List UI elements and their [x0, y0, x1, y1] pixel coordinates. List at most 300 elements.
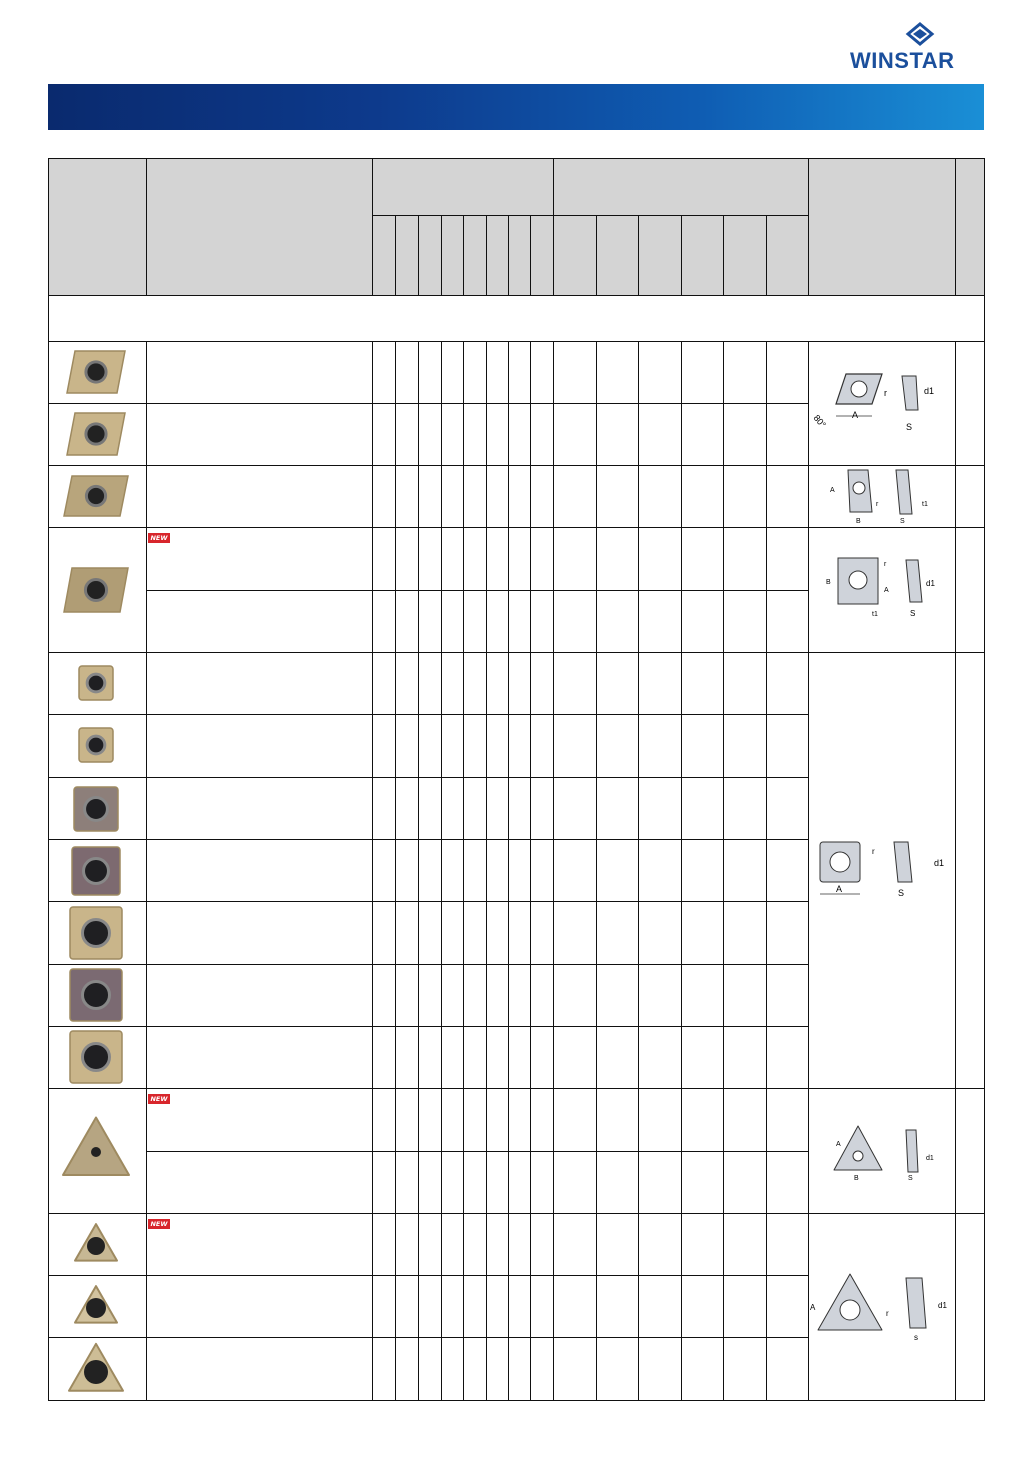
grade-cell — [441, 964, 464, 1027]
grade-cell — [486, 1088, 509, 1152]
dimension-cell — [638, 901, 682, 965]
svg-text:B: B — [856, 518, 861, 525]
diagram-square-insert — [814, 836, 950, 902]
designation-cell — [146, 341, 373, 404]
dimension-cell — [681, 341, 724, 404]
svg-text:r: r — [884, 561, 887, 568]
grade-cell — [441, 527, 464, 591]
header-dimension-group — [553, 158, 809, 216]
dimension-cell — [766, 839, 809, 902]
grade-cell — [441, 465, 464, 528]
svg-text:d1: d1 — [926, 579, 935, 588]
insert-photo-spmt-sm — [72, 660, 120, 706]
grade-cell — [486, 1337, 509, 1401]
grade-cell — [530, 839, 554, 902]
grade-cell — [463, 652, 487, 715]
grade-cell — [486, 1275, 509, 1338]
svg-text:A: A — [852, 410, 859, 420]
dimension-cell — [723, 1275, 767, 1338]
grade-cell — [530, 1275, 554, 1338]
svg-text:r: r — [884, 388, 887, 398]
dimension-cell — [766, 341, 809, 404]
grade-cell — [508, 527, 531, 591]
grade-cell — [395, 465, 419, 528]
dimension-cell — [553, 590, 597, 653]
grade-cell — [486, 465, 509, 528]
grade-cell — [463, 964, 487, 1027]
grade-cell — [530, 1213, 554, 1276]
grade-cell — [441, 1213, 464, 1276]
svg-text:s: s — [914, 1333, 918, 1342]
dimension-cell — [723, 590, 767, 653]
grade-cell — [463, 1275, 487, 1338]
insert-photo-ccmt-2 — [60, 405, 132, 463]
insert-photo-wcmt — [70, 1218, 122, 1270]
grade-cell — [372, 590, 396, 653]
grade-cell — [418, 714, 442, 778]
header-grade-col — [395, 215, 419, 296]
designation-cell — [146, 465, 373, 528]
diagram-trigon-insert — [810, 1270, 954, 1342]
grade-cell — [463, 777, 487, 840]
grade-cell — [463, 341, 487, 404]
grade-cell — [372, 465, 396, 528]
dimension-cell — [553, 777, 597, 840]
dimension-cell — [723, 652, 767, 715]
dimension-cell — [723, 527, 767, 591]
grade-cell — [372, 403, 396, 466]
page-cell — [955, 1213, 985, 1401]
svg-text:A: A — [810, 1303, 816, 1312]
grade-cell — [441, 1151, 464, 1214]
grade-cell — [463, 839, 487, 902]
dimension-cell — [553, 341, 597, 404]
dimension-cell — [553, 1151, 597, 1214]
dimension-cell — [681, 777, 724, 840]
grade-cell — [486, 341, 509, 404]
grade-cell — [418, 1088, 442, 1152]
grade-cell — [508, 465, 531, 528]
dimension-cell — [553, 465, 597, 528]
grade-cell — [372, 1026, 396, 1089]
grade-cell — [508, 1026, 531, 1089]
logo-text: WINSTAR — [850, 48, 955, 73]
grade-cell — [530, 590, 554, 653]
designation-cell — [146, 652, 373, 715]
grade-cell — [508, 1213, 531, 1276]
grade-cell — [418, 964, 442, 1027]
designation-cell — [146, 1151, 373, 1214]
svg-text:A: A — [884, 587, 889, 594]
designation-cell — [146, 777, 373, 840]
header-dimension-col — [681, 215, 724, 296]
grade-cell — [486, 652, 509, 715]
grade-cell — [486, 777, 509, 840]
grade-cell — [395, 901, 419, 965]
header-grade-group — [372, 158, 554, 216]
insert-photo-spmt-sm-2 — [72, 722, 120, 768]
dimension-cell — [553, 1026, 597, 1089]
grade-cell — [463, 1151, 487, 1214]
dimension-cell — [638, 839, 682, 902]
svg-text:80°: 80° — [812, 412, 828, 430]
grade-cell — [486, 964, 509, 1027]
grade-cell — [372, 652, 396, 715]
designation-cell — [146, 964, 373, 1027]
svg-text:r: r — [872, 847, 875, 856]
grade-cell — [463, 1337, 487, 1401]
designation-cell — [146, 901, 373, 965]
grade-cell — [372, 1337, 396, 1401]
grade-cell — [463, 1026, 487, 1089]
grade-cell — [508, 1151, 531, 1214]
grade-cell — [418, 1337, 442, 1401]
designation-cell — [146, 839, 373, 902]
grade-cell — [508, 964, 531, 1027]
section-row — [48, 295, 985, 342]
grade-cell — [530, 714, 554, 778]
dimension-cell — [596, 403, 639, 466]
dimension-cell — [553, 1337, 597, 1401]
grade-cell — [441, 341, 464, 404]
grade-cell — [530, 527, 554, 591]
designation-cell — [146, 1088, 373, 1152]
grade-cell — [508, 403, 531, 466]
grade-cell — [395, 964, 419, 1027]
page-cell — [955, 341, 985, 466]
grade-cell — [441, 1088, 464, 1152]
grade-cell — [418, 777, 442, 840]
grade-cell — [463, 1213, 487, 1276]
dimension-cell — [596, 901, 639, 965]
header-diagram — [808, 158, 956, 296]
dimension-cell — [553, 839, 597, 902]
header-grade-col — [508, 215, 531, 296]
header-grade-col — [441, 215, 464, 296]
grade-cell — [441, 403, 464, 466]
dimension-cell — [723, 341, 767, 404]
dimension-cell — [596, 1026, 639, 1089]
grade-cell — [395, 590, 419, 653]
designation-cell — [146, 1026, 373, 1089]
dimension-cell — [723, 1337, 767, 1401]
grade-cell — [418, 1151, 442, 1214]
grade-cell — [418, 839, 442, 902]
svg-text:S: S — [898, 888, 905, 898]
dimension-cell — [638, 1026, 682, 1089]
dimension-cell — [766, 465, 809, 528]
grade-cell — [372, 1151, 396, 1214]
dimension-cell — [681, 1026, 724, 1089]
grade-cell — [530, 652, 554, 715]
svg-text:S: S — [908, 1175, 913, 1182]
header-dimension-col — [766, 215, 809, 296]
dimension-cell — [553, 652, 597, 715]
dimension-cell — [766, 714, 809, 778]
grade-cell — [486, 590, 509, 653]
new-badge: NEW — [148, 533, 170, 543]
grade-cell — [441, 1026, 464, 1089]
header-grade-col — [530, 215, 554, 296]
dimension-cell — [681, 403, 724, 466]
page-cell — [955, 465, 985, 528]
grade-cell — [418, 1275, 442, 1338]
grade-cell — [441, 777, 464, 840]
grade-cell — [372, 839, 396, 902]
grade-cell — [530, 1337, 554, 1401]
insert-photo-wcmt-2 — [70, 1280, 122, 1332]
dimension-cell — [681, 964, 724, 1027]
dimension-cell — [596, 1088, 639, 1152]
dimension-cell — [596, 527, 639, 591]
dimension-cell — [596, 590, 639, 653]
grade-cell — [418, 901, 442, 965]
new-badge: NEW — [148, 1094, 170, 1104]
designation-cell — [146, 1213, 373, 1276]
grade-cell — [372, 1088, 396, 1152]
dimension-cell — [638, 1337, 682, 1401]
diagram-apkt-insert — [828, 466, 940, 526]
dimension-cell — [681, 1151, 724, 1214]
dimension-cell — [723, 1026, 767, 1089]
grade-cell — [372, 714, 396, 778]
grade-cell — [463, 527, 487, 591]
dimension-cell — [681, 652, 724, 715]
dimension-cell — [596, 341, 639, 404]
grade-cell — [418, 465, 442, 528]
grade-cell — [441, 839, 464, 902]
header-page — [955, 158, 985, 296]
grade-cell — [372, 527, 396, 591]
dimension-cell — [553, 403, 597, 466]
dimension-cell — [766, 652, 809, 715]
grade-cell — [395, 1026, 419, 1089]
grade-cell — [395, 403, 419, 466]
grade-cell — [508, 341, 531, 404]
dimension-cell — [681, 901, 724, 965]
grade-cell — [372, 777, 396, 840]
dimension-cell — [681, 1337, 724, 1401]
grade-cell — [395, 341, 419, 404]
page-cell — [955, 1088, 985, 1214]
dimension-cell — [766, 403, 809, 466]
dimension-cell — [681, 1088, 724, 1152]
header-dimension-col — [596, 215, 639, 296]
dimension-cell — [723, 714, 767, 778]
grade-cell — [395, 839, 419, 902]
dimension-cell — [638, 1213, 682, 1276]
header-grade-col — [372, 215, 396, 296]
designation-cell — [146, 403, 373, 466]
svg-text:A: A — [830, 487, 835, 494]
dimension-cell — [553, 901, 597, 965]
grade-cell — [418, 403, 442, 466]
grade-cell — [508, 839, 531, 902]
dimension-cell — [681, 527, 724, 591]
diagram-rhombic-insert — [812, 366, 952, 446]
designation-cell — [146, 590, 373, 653]
grade-cell — [463, 714, 487, 778]
svg-text:S: S — [900, 518, 905, 525]
grade-cell — [395, 1213, 419, 1276]
header-grade-col — [486, 215, 509, 296]
svg-text:A: A — [836, 1141, 841, 1148]
page-cell — [955, 527, 985, 653]
grade-cell — [530, 901, 554, 965]
grade-cell — [395, 527, 419, 591]
grade-cell — [508, 590, 531, 653]
grade-cell — [372, 1275, 396, 1338]
grade-cell — [463, 403, 487, 466]
grade-cell — [395, 1151, 419, 1214]
grade-cell — [508, 777, 531, 840]
grade-cell — [418, 341, 442, 404]
grade-cell — [486, 1213, 509, 1276]
designation-cell — [146, 1275, 373, 1338]
dimension-cell — [766, 1026, 809, 1089]
dimension-cell — [596, 1275, 639, 1338]
dimension-cell — [638, 403, 682, 466]
header-dimension-col — [638, 215, 682, 296]
dimension-cell — [553, 1213, 597, 1276]
dimension-cell — [766, 1213, 809, 1276]
dimension-cell — [596, 964, 639, 1027]
grade-cell — [486, 714, 509, 778]
dimension-cell — [638, 652, 682, 715]
dimension-cell — [723, 1088, 767, 1152]
grade-cell — [530, 403, 554, 466]
diagram-sdmt-insert — [822, 552, 946, 622]
grade-cell — [508, 901, 531, 965]
svg-text:d1: d1 — [926, 1155, 934, 1162]
grade-cell — [441, 590, 464, 653]
insert-photo-spmt-xl — [62, 966, 130, 1024]
dimension-cell — [638, 341, 682, 404]
dimension-cell — [553, 964, 597, 1027]
header-image — [48, 158, 147, 296]
grade-cell — [418, 1213, 442, 1276]
grade-cell — [395, 652, 419, 715]
dimension-cell — [638, 590, 682, 653]
dimension-cell — [681, 839, 724, 902]
svg-text:r: r — [876, 501, 879, 508]
dimension-cell — [596, 839, 639, 902]
insert-photo-wcmt-3 — [64, 1340, 128, 1398]
grade-cell — [508, 714, 531, 778]
dimension-cell — [553, 527, 597, 591]
dimension-cell — [596, 777, 639, 840]
dimension-cell — [638, 527, 682, 591]
grade-cell — [508, 1088, 531, 1152]
grade-cell — [463, 901, 487, 965]
header-dimension-col — [553, 215, 597, 296]
grade-cell — [463, 590, 487, 653]
dimension-cell — [638, 964, 682, 1027]
dimension-cell — [766, 1151, 809, 1214]
svg-text:d1: d1 — [934, 858, 945, 868]
dimension-cell — [723, 839, 767, 902]
grade-cell — [395, 714, 419, 778]
grade-cell — [441, 1337, 464, 1401]
svg-text:B: B — [826, 579, 831, 586]
designation-cell — [146, 714, 373, 778]
grade-cell — [372, 1213, 396, 1276]
dimension-cell — [723, 1151, 767, 1214]
grade-cell — [486, 901, 509, 965]
svg-text:t1: t1 — [922, 501, 928, 508]
dimension-cell — [596, 1151, 639, 1214]
dimension-cell — [766, 1337, 809, 1401]
grade-cell — [441, 714, 464, 778]
grade-cell — [418, 652, 442, 715]
dimension-cell — [723, 403, 767, 466]
grade-cell — [395, 1088, 419, 1152]
dimension-cell — [723, 964, 767, 1027]
dimension-cell — [681, 1275, 724, 1338]
new-badge: NEW — [148, 1219, 170, 1229]
dimension-cell — [596, 652, 639, 715]
dimension-cell — [638, 1275, 682, 1338]
grade-cell — [530, 341, 554, 404]
insert-photo-ccmt — [60, 343, 132, 401]
designation-cell — [146, 527, 373, 591]
grade-cell — [530, 465, 554, 528]
dimension-cell — [766, 901, 809, 965]
grade-cell — [486, 839, 509, 902]
grade-cell — [486, 527, 509, 591]
svg-text:S: S — [906, 422, 913, 432]
svg-text:B: B — [854, 1175, 859, 1182]
header-dimension-col — [723, 215, 767, 296]
dimension-cell — [681, 1213, 724, 1276]
grade-cell — [486, 403, 509, 466]
grade-cell — [418, 527, 442, 591]
dimension-cell — [766, 1275, 809, 1338]
insert-photo-apkt — [55, 467, 137, 525]
insert-photo-spmt-lg — [66, 843, 126, 899]
header-grade-col — [463, 215, 487, 296]
dimension-cell — [766, 527, 809, 591]
dimension-cell — [723, 1213, 767, 1276]
dimension-cell — [553, 1088, 597, 1152]
grade-cell — [508, 1275, 531, 1338]
svg-text:d1: d1 — [924, 386, 935, 396]
insert-photo-spgt — [62, 904, 130, 962]
header-designation — [146, 158, 373, 296]
dimension-cell — [596, 1213, 639, 1276]
insert-photo-spmt-md — [68, 782, 124, 836]
svg-text:S: S — [910, 609, 916, 618]
svg-text:A: A — [836, 884, 843, 894]
dimension-cell — [766, 777, 809, 840]
grade-cell — [486, 1026, 509, 1089]
dimension-cell — [638, 777, 682, 840]
grade-cell — [486, 1151, 509, 1214]
section-banner — [48, 84, 984, 130]
dimension-cell — [638, 465, 682, 528]
dimension-cell — [638, 1088, 682, 1152]
grade-cell — [530, 777, 554, 840]
diagram-triangle-insert — [822, 1122, 946, 1184]
grade-cell — [463, 1088, 487, 1152]
grade-cell — [530, 1088, 554, 1152]
svg-text:r: r — [886, 1309, 889, 1318]
page-cell — [955, 652, 985, 1089]
dimension-cell — [596, 1337, 639, 1401]
grade-cell — [372, 901, 396, 965]
grade-cell — [372, 964, 396, 1027]
winstar-logo — [850, 22, 990, 72]
